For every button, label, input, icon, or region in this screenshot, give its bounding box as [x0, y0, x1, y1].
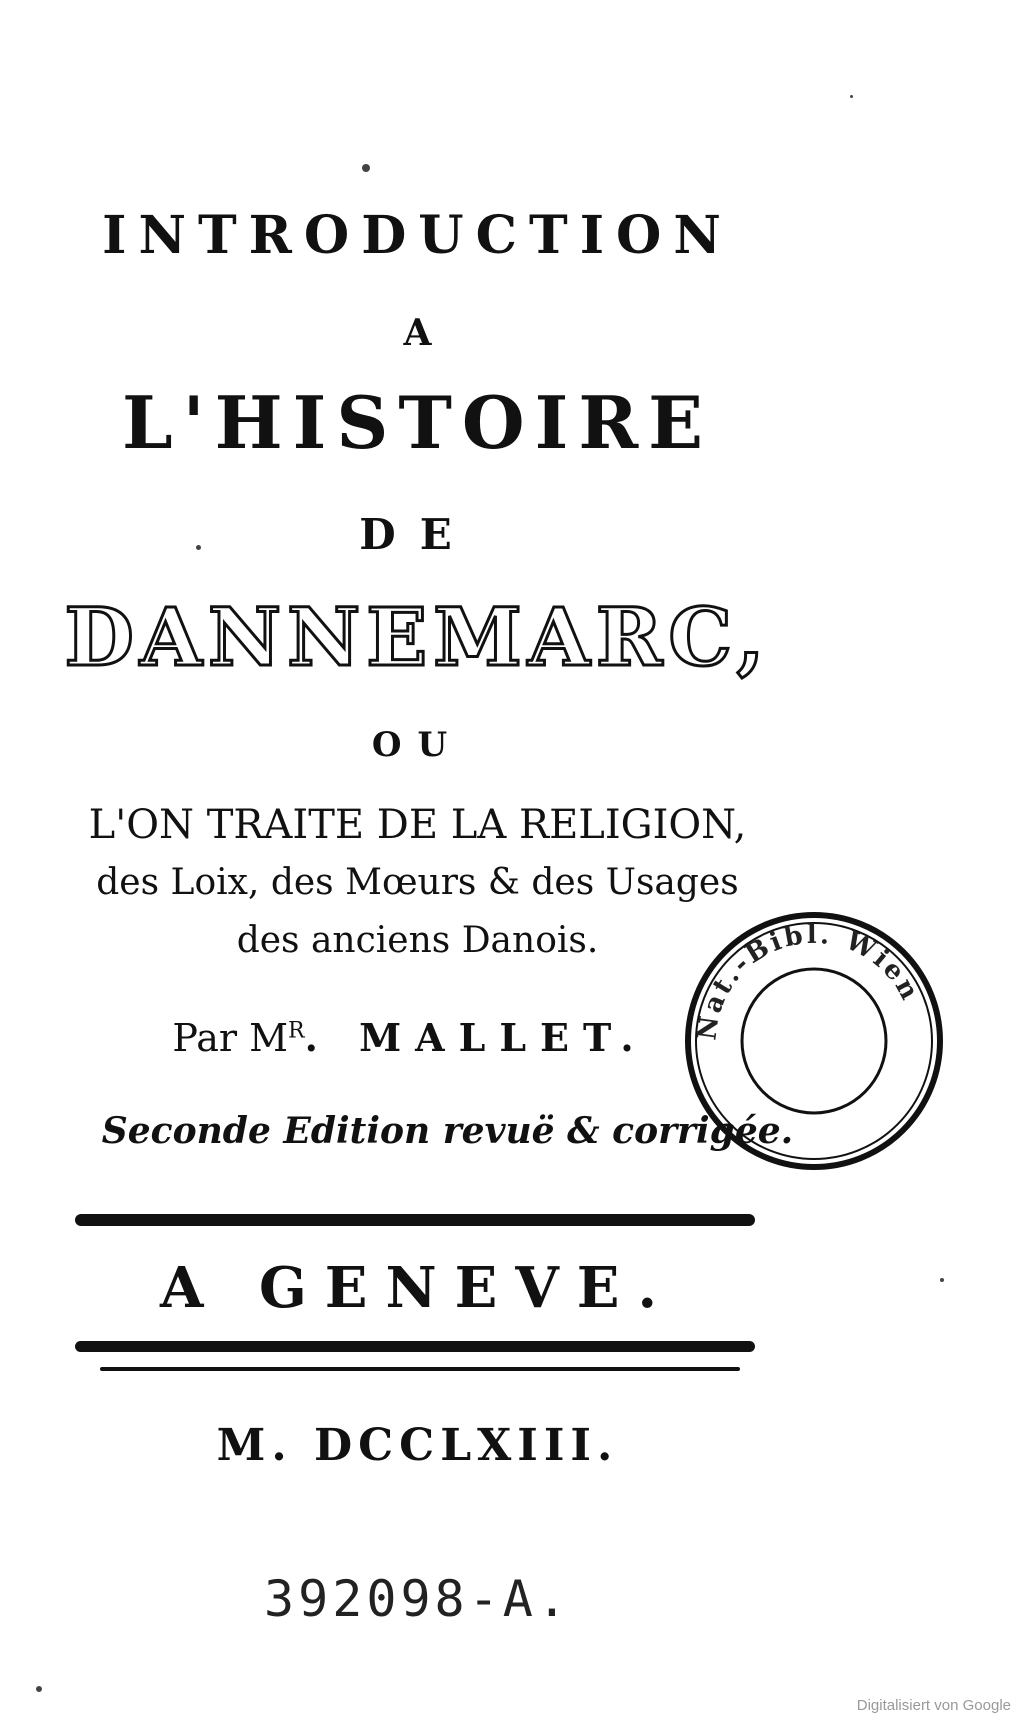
call-number: 392098-A.: [264, 1570, 571, 1628]
edition-line: Seconde Edition revuë & corrigée.: [101, 1110, 794, 1152]
author-line: [60, 1015, 760, 1060]
title-line-a: A: [403, 312, 432, 354]
divider-rule-bottom: [75, 1341, 755, 1352]
ink-speck: [362, 164, 370, 172]
ink-speck: [940, 1278, 944, 1282]
subtitle-line-1: L'ON TRAITE DE LA RELIGION,: [88, 802, 747, 848]
title-line-ou: OU: [371, 725, 464, 765]
ink-speck: [196, 545, 201, 550]
divider-rule-thin: [100, 1367, 740, 1371]
stamp-text: Nat.-Bibl. Wien: [692, 919, 926, 1042]
ink-speck: [850, 95, 853, 98]
imprint-place: A GENEVE.: [160, 1255, 675, 1321]
title-line-de: DE: [359, 510, 476, 559]
imprint-year: M. DCCLXIII.: [216, 1420, 619, 1471]
author-name: . MALLET.: [304, 1015, 648, 1060]
title-line-dannemarc: DANNEMARC,: [64, 590, 771, 684]
subtitle-line-2: des Loix, des Mœurs & des Usages: [96, 862, 739, 903]
ink-speck: [36, 1686, 42, 1692]
subtitle-line-3: des anciens Danois.: [236, 920, 599, 961]
author-superscript: R: [288, 1018, 305, 1044]
library-stamp-icon: [683, 910, 945, 1172]
digitization-watermark: Digitalisiert von Google: [856, 1697, 1011, 1714]
author-prefix: Par M: [172, 1016, 289, 1060]
divider-rule-top: [75, 1214, 755, 1226]
title-line-introduction: INTRODUCTION: [102, 205, 733, 266]
title-line-histoire: L'HISTOIRE: [121, 380, 714, 465]
